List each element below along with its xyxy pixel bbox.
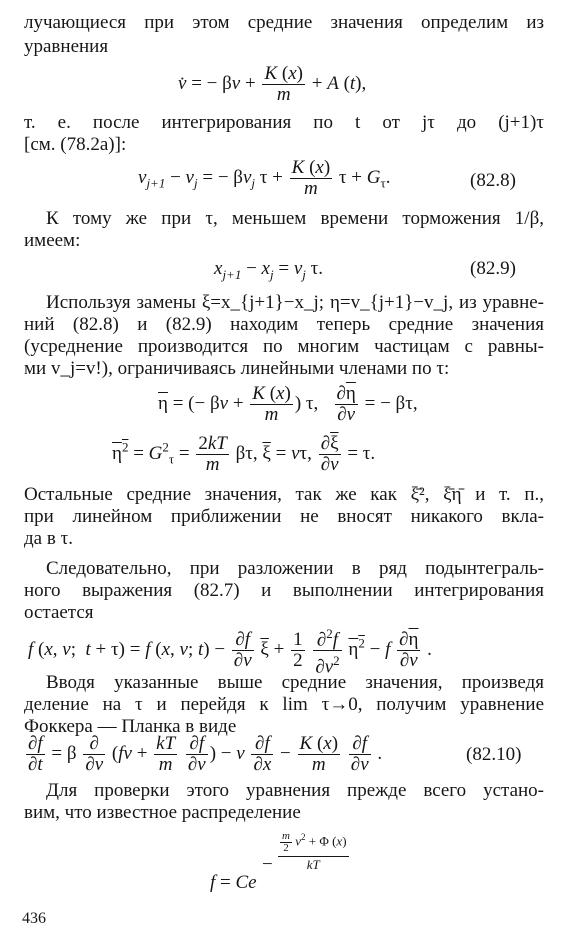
text-line: вим, что известное распределение <box>24 802 301 823</box>
text-line: при линейном приближении не вносят никакого вкла- <box>24 506 544 527</box>
text-line: Следовательно, при разложении в ряд подынтеграль- <box>46 558 544 579</box>
equation-eta-mean: $\overline{\eta}$ = (− βv + $\frac{K (x)}{m}$ ) τ, $\frac{\partial\overline{\eta}}{\partial v}$ = − βτ, <box>158 383 418 425</box>
equation-eta-squared: $\eta^2 = G^2_\tau$ = $\frac{2kT}{m}$ βτ, $\overline{\xi} = v\tau$, $\frac{\partial\overline{\xi}}{\partial v}$ = τ. <box>112 433 376 475</box>
text-line: Остальные средние значения, так же как ξ̄², ξ̄η̄ и т. п., <box>24 484 544 505</box>
equation-82-10: $\frac{\partial f}{\partial t}$ = β $\frac{\partial}{\partial v}$ (fv + $\frac{kT}{m}$ $\frac{\partial f}{\partial v}$ ) − v $\frac{\partial f}{\partial x}$ − $\frac{K (x)}{m}$ $\frac{\partial f}{\partial v}$ . <box>28 733 383 775</box>
equation-velocity: v̇ = − βv + $\frac{K (x)}{m}$ + A (t), <box>178 63 367 105</box>
equation-82-8: $v_{j+1} - v_j$ = − $\beta v_j$ τ + $\frac{K (x)}{m}$ $\tau + G_\tau$. <box>138 157 391 199</box>
text-line: да в τ. <box>24 528 73 549</box>
text-line: имеем: <box>24 230 81 251</box>
equation-number: (82.10) <box>466 744 522 765</box>
text-line: К тому же при τ, меньшем времени торможения 1/β, <box>46 208 544 229</box>
equation-82-9: $x_{j+1} - x_j = v_j$ τ. <box>214 258 324 282</box>
text-line: (усреднение производится по многим частицам с равны- <box>24 336 544 357</box>
equation-distribution: f = Ce − $\frac{m}{2}$ $v^2 + \Phi$ (x) kT <box>210 829 347 893</box>
text-line: Вводя указанные выше средние значения, произведя <box>46 672 544 693</box>
text-line: Для проверки этого уравнения прежде всего устано- <box>46 780 544 801</box>
text-line: [см. (78.2а)]: <box>24 134 127 155</box>
equation-expansion: f (x, v; t + τ) = f (x, v; t) − $\frac{\partial f}{\partial v}$ $\overline{\xi}$ + $\frac{1}{2}$ $\frac{\partial^2f}{\partial v^2}$ $\eta^2 - f$ $\frac{\partial\overline{\eta}}{\partial v}$ . <box>28 626 432 678</box>
page-number: 436 <box>22 910 46 927</box>
text-line: остается <box>24 602 94 623</box>
text-line: Используя замены ξ=x_{j+1}−x_j; η=v_{j+1}−v_j, из уравне- <box>46 292 544 313</box>
equation-number: (82.9) <box>470 258 516 279</box>
text-line: лучающиеся при этом средние значения определим из <box>24 12 544 33</box>
text-line: ми v_j=v!), ограничиваясь линейными членами по τ: <box>24 358 450 379</box>
text-line: ний (82.8) и (82.9) находим теперь средние значения <box>24 314 544 335</box>
text-line: т. е. после интегрирования по t от jτ до (j+1)τ <box>24 112 544 133</box>
equation-number: (82.8) <box>470 170 516 191</box>
text-line: деление на τ и перейдя к lim τ→0, получим уравнение <box>24 694 544 715</box>
text-line: Фоккера — Планка в виде <box>24 716 237 737</box>
text-line: уравнения <box>24 36 109 57</box>
text-line: ного выражения (82.7) и выполнении интегрирования <box>24 580 544 601</box>
